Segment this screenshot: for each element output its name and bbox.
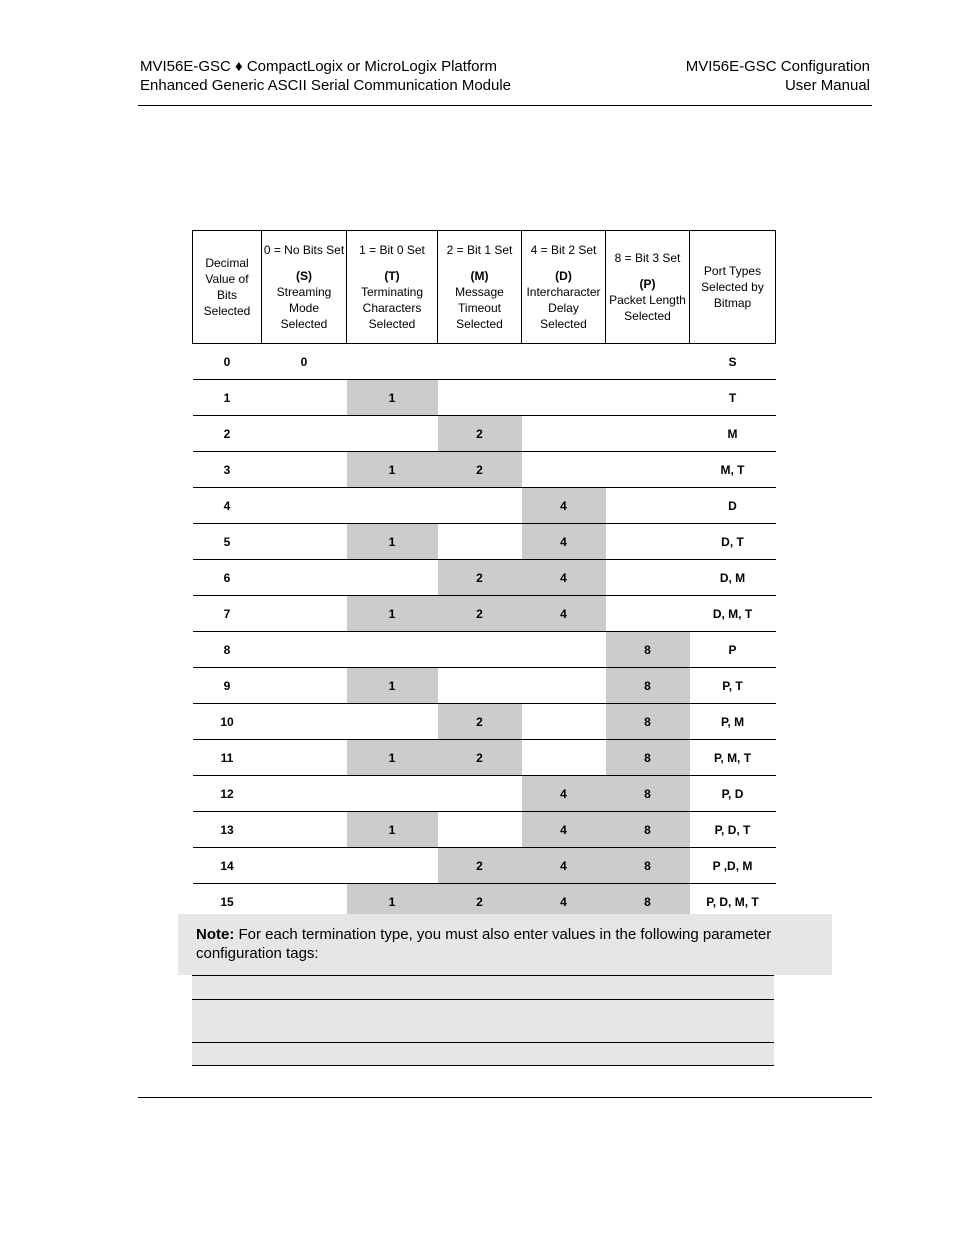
cell-types: P (690, 632, 776, 668)
cell-d (522, 632, 606, 668)
config-tag-row (192, 1042, 774, 1066)
note-text: For each termination type, you must also enter values in the following parameter configuration tags: (196, 926, 772, 962)
cell-dec: 0 (193, 344, 262, 380)
cell-s (262, 596, 347, 632)
cell-p (606, 596, 690, 632)
cell-s (262, 524, 347, 560)
column-header-packet-length (606, 231, 690, 344)
cell-s (262, 812, 347, 848)
cell-t (347, 848, 438, 884)
cell-dec: 10 (193, 704, 262, 740)
cell-t (347, 632, 438, 668)
cell-s (262, 848, 347, 884)
cell-dec: 1 (193, 380, 262, 416)
table-row (193, 488, 776, 524)
cell-d (522, 416, 606, 452)
column-description: Selected (368, 317, 416, 331)
column-bit-label: 0 = No Bits Set (263, 243, 345, 257)
column-code: (T) (384, 269, 400, 283)
cell-types: P, T (690, 668, 776, 704)
cell-d: 4 (522, 524, 606, 560)
bitmap-table-body (193, 344, 776, 920)
cell-t: 1 (347, 524, 438, 560)
cell-dec: 4 (193, 488, 262, 524)
column-description: Port Types (703, 264, 762, 278)
column-header-decimal (193, 231, 262, 344)
table-row (193, 380, 776, 416)
column-description: Streaming (276, 285, 332, 299)
column-description: Packet Length (609, 293, 686, 307)
cell-dec: 2 (193, 416, 262, 452)
table-row (193, 668, 776, 704)
cell-m: 2 (438, 416, 522, 452)
cell-p: 8 (606, 884, 690, 920)
cell-types: T (690, 380, 776, 416)
table-row (193, 740, 776, 776)
column-bit-label: 2 = Bit 1 Set (446, 243, 513, 257)
header-right (686, 57, 870, 95)
cell-d (522, 452, 606, 488)
cell-s (262, 668, 347, 704)
column-description: Delay (548, 301, 579, 315)
cell-dec: 5 (193, 524, 262, 560)
column-bit-label: 8 = Bit 3 Set (614, 251, 681, 265)
column-code: (M) (470, 269, 489, 283)
table-row (193, 560, 776, 596)
cell-t (347, 560, 438, 596)
cell-m: 2 (438, 704, 522, 740)
header-section-title: MVI56E-GSC Configuration (685, 58, 870, 75)
column-header-message-timeout (438, 231, 522, 344)
cell-d: 4 (522, 812, 606, 848)
config-tag-row (192, 999, 774, 1043)
cell-s (262, 632, 347, 668)
cell-p (606, 344, 690, 380)
footer-divider (138, 1097, 872, 1098)
cell-t: 1 (347, 596, 438, 632)
note-label: Note: (196, 926, 235, 943)
cell-d (522, 740, 606, 776)
cell-d: 4 (522, 848, 606, 884)
column-description: Selected by (701, 280, 764, 294)
column-code: (D) (555, 269, 572, 283)
cell-dec: 14 (193, 848, 262, 884)
column-description: Bits (216, 288, 237, 302)
table-row (193, 524, 776, 560)
column-bit-label: 4 = Bit 2 Set (530, 243, 597, 257)
cell-p (606, 524, 690, 560)
column-description: Intercharacter (526, 285, 601, 299)
table-row (193, 776, 776, 812)
column-header-intercharacter-delay (522, 231, 606, 344)
cell-p (606, 380, 690, 416)
column-description: Selected (203, 304, 251, 318)
cell-m (438, 776, 522, 812)
column-description: Decimal (205, 256, 249, 270)
cell-types: P, D, T (690, 812, 776, 848)
cell-p: 8 (606, 740, 690, 776)
bitmap-table (192, 230, 776, 920)
cell-s (262, 488, 347, 524)
column-description: Selected (456, 317, 503, 331)
cell-dec: 15 (193, 884, 262, 920)
table-row (193, 812, 776, 848)
cell-d: 4 (522, 776, 606, 812)
cell-t: 1 (347, 452, 438, 488)
table-row (193, 596, 776, 632)
cell-d: 4 (522, 488, 606, 524)
cell-d: 4 (522, 596, 606, 632)
cell-m (438, 632, 522, 668)
bitmap-table-header (193, 231, 776, 344)
cell-d (522, 380, 606, 416)
cell-types: D, M, T (690, 596, 776, 632)
cell-t: 1 (347, 668, 438, 704)
cell-s (262, 740, 347, 776)
cell-p: 8 (606, 848, 690, 884)
cell-p (606, 560, 690, 596)
cell-t: 1 (347, 740, 438, 776)
header-product-title: MVI56E-GSC ♦ CompactLogix or MicroLogix Platform (140, 58, 497, 75)
column-description: Message (455, 285, 504, 299)
cell-m: 2 (438, 740, 522, 776)
cell-m (438, 524, 522, 560)
cell-types: P, D (690, 776, 776, 812)
cell-types: D, T (690, 524, 776, 560)
table-row (193, 452, 776, 488)
column-description: Terminating (360, 285, 424, 299)
cell-t (347, 704, 438, 740)
column-description: Timeout (458, 301, 501, 315)
cell-m (438, 344, 522, 380)
cell-t (347, 488, 438, 524)
column-description: Selected (540, 317, 587, 331)
cell-m: 2 (438, 848, 522, 884)
cell-d: 4 (522, 884, 606, 920)
cell-p (606, 488, 690, 524)
column-header-terminating (347, 231, 438, 344)
cell-m (438, 488, 522, 524)
cell-types: D (690, 488, 776, 524)
column-header-streaming (262, 231, 347, 344)
cell-dec: 8 (193, 632, 262, 668)
cell-d (522, 668, 606, 704)
cell-m (438, 668, 522, 704)
cell-p: 8 (606, 812, 690, 848)
table-row (193, 344, 776, 380)
cell-m (438, 812, 522, 848)
cell-t: 1 (347, 812, 438, 848)
cell-p: 8 (606, 704, 690, 740)
cell-types: D, M (690, 560, 776, 596)
column-code: (P) (639, 277, 656, 291)
cell-types: S (690, 344, 776, 380)
cell-t: 1 (347, 884, 438, 920)
header-product-subtitle: Enhanced Generic ASCII Serial Communication Module (140, 77, 512, 94)
cell-s (262, 776, 347, 812)
note-box (178, 914, 832, 975)
cell-t (347, 776, 438, 812)
cell-dec: 13 (193, 812, 262, 848)
cell-s: 0 (262, 344, 347, 380)
cell-s (262, 416, 347, 452)
header-manual-title: User Manual (784, 77, 870, 94)
cell-m (438, 380, 522, 416)
cell-s (262, 452, 347, 488)
cell-t (347, 344, 438, 380)
config-tag-row (192, 975, 774, 1000)
table-row (193, 632, 776, 668)
table-row (193, 416, 776, 452)
cell-p (606, 416, 690, 452)
column-description: Selected (280, 317, 328, 331)
column-description: Value of (205, 272, 249, 286)
cell-types: P ,D, M (690, 848, 776, 884)
table-row (193, 704, 776, 740)
cell-dec: 12 (193, 776, 262, 812)
cell-types: M, T (690, 452, 776, 488)
cell-p (606, 452, 690, 488)
cell-m: 2 (438, 452, 522, 488)
column-description: Selected (624, 309, 671, 323)
cell-p: 8 (606, 776, 690, 812)
column-description: Mode (288, 301, 320, 315)
cell-s (262, 560, 347, 596)
cell-t (347, 416, 438, 452)
cell-types: P, D, M, T (690, 884, 776, 920)
cell-types: M (690, 416, 776, 452)
cell-d (522, 704, 606, 740)
cell-d (522, 344, 606, 380)
cell-dec: 11 (193, 740, 262, 776)
header-left (140, 57, 511, 95)
cell-m: 2 (438, 884, 522, 920)
cell-p: 8 (606, 632, 690, 668)
column-description: Bitmap (713, 296, 752, 310)
cell-s (262, 380, 347, 416)
cell-dec: 6 (193, 560, 262, 596)
column-code: (S) (296, 269, 312, 283)
cell-dec: 7 (193, 596, 262, 632)
cell-dec: 3 (193, 452, 262, 488)
cell-m: 2 (438, 560, 522, 596)
column-header-port-types (690, 231, 776, 344)
header-divider (138, 105, 872, 106)
cell-d: 4 (522, 560, 606, 596)
cell-t: 1 (347, 380, 438, 416)
cell-types: P, M (690, 704, 776, 740)
cell-p: 8 (606, 668, 690, 704)
table-row (193, 848, 776, 884)
cell-dec: 9 (193, 668, 262, 704)
cell-m: 2 (438, 596, 522, 632)
cell-s (262, 704, 347, 740)
column-description: Characters (362, 301, 422, 315)
column-bit-label: 1 = Bit 0 Set (359, 243, 425, 257)
cell-types: P, M, T (690, 740, 776, 776)
